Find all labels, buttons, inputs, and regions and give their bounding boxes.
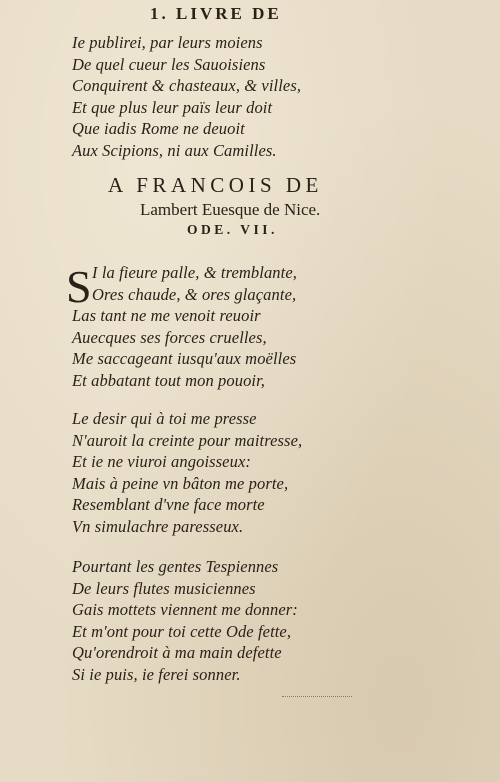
verse-line: Ie publirei, par leurs moiens: [72, 33, 263, 52]
ode-stanza-2: [72, 408, 302, 538]
dotted-ornament: [282, 688, 352, 697]
verse-line: Pourtant les gentes Tespiennes: [72, 557, 279, 576]
verse-line: Mais à peine vn bâton me porte,: [72, 473, 289, 493]
top-stanza: [72, 32, 301, 162]
verse-line: Conquirent & chasteaux, & villes,: [72, 76, 302, 96]
verse-line: Si ie puis, ie ferei sonner.: [72, 664, 241, 684]
verse-line: Qu'orendroit à ma main defette: [72, 643, 282, 663]
verse-line: Et ie ne viuroi angoisseux:: [72, 452, 251, 472]
verse-line: Aux Scipions, ni aux Camilles.: [72, 140, 277, 160]
verse-line: I la fieure palle, & tremblante,: [92, 263, 297, 282]
dedication-title: A FRANCOIS DE: [108, 173, 323, 197]
verse-line: Me saccageant iusqu'aux moëlles: [72, 349, 297, 369]
ode-stanza-3: [72, 556, 298, 686]
dedication-subtitle: Lambert Euesque de Nice.: [140, 200, 321, 219]
verse-line: Et abbatant tout mon pouoir,: [72, 370, 266, 390]
verse-line: N'auroit la creinte pour maitresse,: [72, 430, 303, 450]
verse-line: Resemblant d'vne face morte: [72, 495, 265, 515]
ode-stanza-1: [72, 262, 297, 392]
verse-line: De quel cueur les Sauoisiens: [72, 54, 266, 74]
verse-line: Que iadis Rome ne deuoit: [72, 119, 245, 139]
verse-line: Gais mottets viennent me donner:: [72, 600, 298, 620]
verse-line: Et m'ont pour toi cette Ode fette,: [72, 621, 292, 641]
verse-line: De leurs flutes musiciennes: [72, 578, 256, 598]
verse-line: Las tant ne me venoit reuoir: [72, 306, 261, 326]
ode-label: ODE. VII.: [187, 222, 278, 237]
verse-line: Vn simulachre paresseux.: [72, 516, 244, 536]
verse-line: Le desir qui à toi me presse: [72, 409, 257, 428]
running-head: 1. LIVRE DE: [150, 4, 282, 23]
verse-line: Et que plus leur païs leur doit: [72, 97, 273, 117]
drop-cap: S: [66, 261, 92, 312]
verse-line: Ores chaude, & ores glaçante,: [92, 284, 297, 304]
verse-line: Auecques ses forces cruelles,: [72, 327, 267, 347]
